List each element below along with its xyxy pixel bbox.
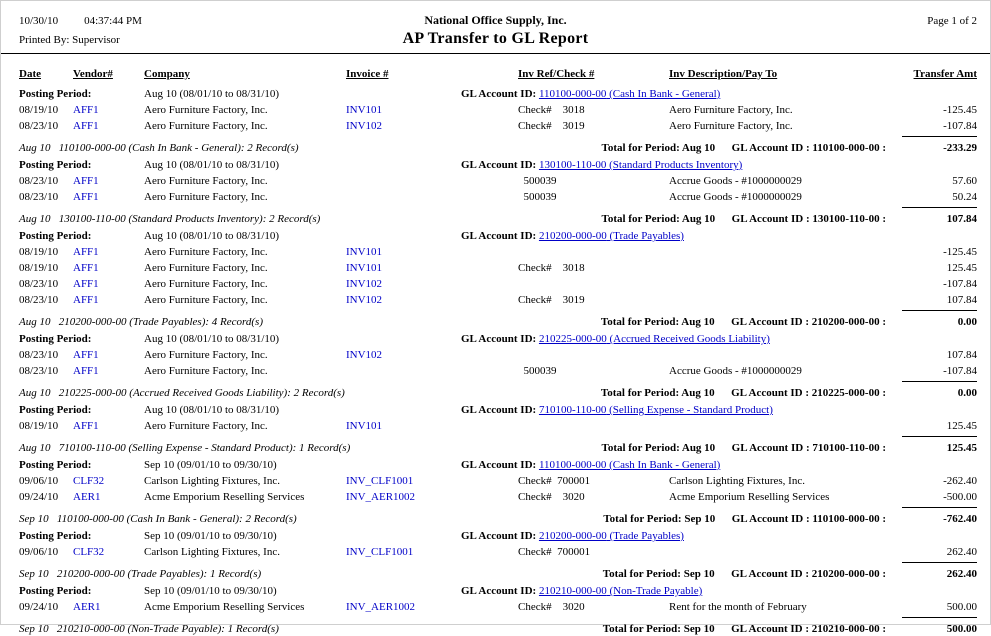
section-total-amount: 0.00 <box>902 310 977 329</box>
posting-period-label: Posting Period: <box>19 585 92 597</box>
vendor-id-link[interactable]: AFF1 <box>73 191 99 203</box>
gl-account-cell <box>461 157 977 173</box>
posting-period-label: Posting Period: <box>19 333 92 345</box>
section-total-label: Total for Period: Aug 10 GL Account ID : 210200-000-00 : <box>600 316 886 328</box>
detail-date: 08/19/10 <box>19 420 59 432</box>
section-summary-row <box>1 136 990 155</box>
vendor-id-link[interactable]: AFF1 <box>73 365 99 377</box>
posting-period-row <box>1 331 990 347</box>
header-center-2 <box>403 30 589 48</box>
vendor-id-link[interactable]: AFF1 <box>73 420 99 432</box>
detail-date: 09/06/10 <box>19 546 59 558</box>
section-total-amount: 125.45 <box>902 436 977 455</box>
gl-account-cell <box>461 457 977 473</box>
detail-row <box>1 118 990 134</box>
detail-date: 08/23/10 <box>19 175 59 187</box>
gl-account-label: GL Account ID: <box>461 530 539 542</box>
inv-description <box>669 418 906 434</box>
detail-date: 08/19/10 <box>19 104 59 116</box>
inv-description <box>669 347 906 363</box>
gl-account-cell <box>461 331 977 347</box>
gl-account-name-link[interactable]: (Non-Trade Payable) <box>606 585 703 597</box>
detail-row <box>1 473 990 489</box>
posting-period-value: Sep 10 (09/01/10 to 09/30/10) <box>144 530 277 542</box>
invoice-number-link[interactable]: INV_AER1002 <box>346 601 416 613</box>
section-total-label: Total for Period: Sep 10 GL Account ID : 210200-000-00 : <box>602 568 886 580</box>
header-left-1 <box>10 15 424 27</box>
transfer-amount: 262.40 <box>946 546 977 558</box>
inv-ref-check: Check# 3020 <box>518 491 585 503</box>
posting-period-row <box>1 228 990 244</box>
inv-ref-check: 500039 <box>518 175 557 187</box>
section-summary-row <box>1 207 990 226</box>
inv-ref-check <box>461 244 669 260</box>
gl-account-id-link[interactable]: 210210-000-00 <box>538 585 607 597</box>
vendor-id-link[interactable]: AFF1 <box>73 349 99 361</box>
inv-ref-check: Check# 3018 <box>518 262 585 274</box>
section-summary-text: Aug 10 110100-000-00 (Cash In Bank - General): 2 Record(s) <box>19 142 299 154</box>
posting-period-value: Sep 10 (09/01/10 to 09/30/10) <box>144 459 277 471</box>
inv-description: Accrue Goods - #1000000029 <box>669 365 802 377</box>
section-summary-text: Sep 10 110100-000-00 (Cash In Bank - General): 2 Record(s) <box>19 513 297 525</box>
transfer-amount: -262.40 <box>943 475 977 487</box>
detail-company: Aero Furniture Factory, Inc. <box>144 191 268 203</box>
gl-account-id-link[interactable]: 210200-000-00 <box>538 530 607 542</box>
gl-account-id-link[interactable]: 710100-110-00 <box>538 404 607 416</box>
posting-period-row <box>1 528 990 544</box>
gl-account-cell <box>461 228 977 244</box>
gl-account-id-link[interactable]: 110100-000-00 <box>538 88 607 100</box>
inv-description: Aero Furniture Factory, Inc. <box>669 104 793 116</box>
section-summary-text: Aug 10 710100-110-00 (Selling Expense - Standard Product): 1 Record(s) <box>19 442 351 454</box>
invoice-number-link[interactable]: INV_CLF1001 <box>346 546 414 558</box>
section-total-label: Total for Period: Aug 10 GL Account ID : 210225-000-00 : <box>600 387 886 399</box>
vendor-id-link[interactable]: AFF1 <box>73 120 99 132</box>
inv-ref-check: 500039 <box>518 365 557 377</box>
header-right-1 <box>567 15 981 27</box>
detail-company: Aero Furniture Factory, Inc. <box>144 365 268 377</box>
gl-account-cell <box>461 402 977 418</box>
detail-company: Carlson Lighting Fixtures, Inc. <box>144 475 280 487</box>
gl-account-cell <box>461 583 977 599</box>
transfer-amount: 107.84 <box>946 349 977 361</box>
section-summary-text: Aug 10 210200-000-00 (Trade Payables): 4 Record(s) <box>19 316 263 328</box>
detail-row <box>1 489 990 505</box>
section-summary-row <box>1 617 990 636</box>
section-summary-text: Aug 10 210225-000-00 (Accrued Received Goods Liability): 2 Record(s) <box>19 387 345 399</box>
transfer-amount: -125.45 <box>943 104 977 116</box>
inv-description: Carlson Lighting Fixtures, Inc. <box>669 475 805 487</box>
posting-period-value: Aug 10 (08/01/10 to 08/31/10) <box>144 333 280 345</box>
gl-account-name-link[interactable]: (Selling Expense - Standard Product) <box>606 404 773 416</box>
detail-company: Aero Furniture Factory, Inc. <box>144 262 268 274</box>
posting-period-label: Posting Period: <box>19 530 92 542</box>
invoice-number-link <box>346 363 461 379</box>
inv-description: Acme Emporium Reselling Services <box>669 491 830 503</box>
header-left-2 <box>10 34 403 46</box>
section-summary-row <box>1 507 990 526</box>
print-date: 10/30/10 <box>19 15 59 27</box>
detail-date: 09/24/10 <box>19 601 59 613</box>
detail-row <box>1 102 990 118</box>
col-header-company: Company <box>144 68 190 80</box>
printed-by: Printed By: Supervisor <box>19 34 120 46</box>
transfer-amount: -125.45 <box>943 246 977 258</box>
detail-date: 09/24/10 <box>19 491 59 503</box>
col-header-inv-description: Inv Description/Pay To <box>669 68 778 80</box>
detail-row <box>1 189 990 205</box>
gl-account-label: GL Account ID: <box>461 404 539 416</box>
section-total-amount: 500.00 <box>902 617 977 636</box>
posting-period-label: Posting Period: <box>19 459 92 471</box>
company-name: National Office Supply, Inc. <box>424 13 567 27</box>
print-time: 04:37:44 PM <box>84 15 142 27</box>
gl-account-name-link[interactable]: (Trade Payables) <box>606 230 684 242</box>
inv-description: Accrue Goods - #1000000029 <box>669 175 802 187</box>
detail-row <box>1 173 990 189</box>
detail-company: Aero Furniture Factory, Inc. <box>144 278 268 290</box>
posting-period-value: Aug 10 (08/01/10 to 08/31/10) <box>144 404 280 416</box>
detail-company: Aero Furniture Factory, Inc. <box>144 104 268 116</box>
detail-row <box>1 260 990 276</box>
transfer-amount: 107.84 <box>946 294 977 306</box>
transfer-amount: 125.45 <box>946 262 977 274</box>
transfer-amount: 500.00 <box>946 601 977 613</box>
posting-period-row <box>1 457 990 473</box>
invoice-number-link[interactable]: INV101 <box>346 420 383 432</box>
detail-date: 08/23/10 <box>19 365 59 377</box>
header-line-2 <box>10 30 981 48</box>
vendor-id-link[interactable]: AER1 <box>73 601 101 613</box>
posting-period-row <box>1 402 990 418</box>
gl-account-label: GL Account ID: <box>461 585 539 597</box>
inv-ref-check: Check# 3019 <box>518 120 585 132</box>
col-header-invoice: Invoice # <box>346 68 389 80</box>
gl-account-label: GL Account ID: <box>461 333 539 345</box>
posting-period-value: Aug 10 (08/01/10 to 08/31/10) <box>144 230 280 242</box>
detail-date: 08/23/10 <box>19 120 59 132</box>
inv-ref-check: Check# 700001 <box>518 546 591 558</box>
posting-period-label: Posting Period: <box>19 230 92 242</box>
section-total-label: Total for Period: Aug 10 GL Account ID : 710100-110-00 : <box>601 442 886 454</box>
report-body <box>1 86 990 636</box>
posting-period-value: Aug 10 (08/01/10 to 08/31/10) <box>144 159 280 171</box>
gl-account-name-link[interactable]: (Standard Products Inventory) <box>606 159 743 171</box>
gl-account-name-link[interactable]: (Accrued Received Goods Liability) <box>606 333 770 345</box>
invoice-number-link[interactable]: INV_AER1002 <box>346 491 416 503</box>
section-total-amount: -233.29 <box>902 136 977 155</box>
gl-account-label: GL Account ID: <box>461 230 539 242</box>
col-header-inv-ref-check: Inv Ref/Check # <box>518 68 595 80</box>
invoice-number-link <box>346 189 461 205</box>
detail-company: Acme Emporium Reselling Services <box>144 491 305 503</box>
gl-account-name-link[interactable]: (Cash In Bank - General) <box>606 88 721 100</box>
detail-row <box>1 292 990 308</box>
invoice-number-link[interactable]: INV_CLF1001 <box>346 475 414 487</box>
section-total-amount: 262.40 <box>902 562 977 581</box>
detail-row <box>1 276 990 292</box>
inv-ref-check <box>461 347 669 363</box>
section-summary-row <box>1 381 990 400</box>
detail-date: 08/19/10 <box>19 262 59 274</box>
vendor-id-link[interactable]: AFF1 <box>73 175 99 187</box>
gl-account-id-link[interactable]: 110100-000-00 <box>538 459 607 471</box>
inv-ref-check: Check# 700001 <box>518 475 591 487</box>
invoice-number-link[interactable]: INV101 <box>346 262 383 274</box>
inv-ref-check <box>461 418 669 434</box>
detail-company: Aero Furniture Factory, Inc. <box>144 349 268 361</box>
vendor-id-link[interactable]: AER1 <box>73 491 101 503</box>
detail-company: Aero Furniture Factory, Inc. <box>144 420 268 432</box>
inv-ref-check: Check# 3019 <box>518 294 585 306</box>
col-header-date: Date <box>19 68 41 80</box>
detail-date: 09/06/10 <box>19 475 59 487</box>
inv-ref-check: Check# 3018 <box>518 104 585 116</box>
section-total-label: Total for Period: Sep 10 GL Account ID : 210210-000-00 : <box>602 623 886 635</box>
gl-account-name-link[interactable]: (Cash In Bank - General) <box>606 459 721 471</box>
transfer-amount: -107.84 <box>943 120 977 132</box>
detail-date: 08/23/10 <box>19 349 59 361</box>
gl-account-label: GL Account ID: <box>461 459 539 471</box>
section-total-label: Total for Period: Sep 10 GL Account ID : 110100-000-00 : <box>603 513 886 525</box>
section-total-amount: 107.84 <box>902 207 977 226</box>
posting-period-label: Posting Period: <box>19 404 92 416</box>
detail-row <box>1 418 990 434</box>
inv-description <box>669 292 906 308</box>
section-summary-row <box>1 436 990 455</box>
report-header <box>1 1 990 54</box>
detail-company: Acme Emporium Reselling Services <box>144 601 305 613</box>
section-total-label: Total for Period: Aug 10 GL Account ID : 110100-000-00 : <box>601 142 886 154</box>
section-summary-text: Sep 10 210200-000-00 (Trade Payables): 1 Record(s) <box>19 568 262 580</box>
inv-description <box>669 544 906 560</box>
transfer-amount: -107.84 <box>943 365 977 377</box>
inv-description: Rent for the month of February <box>669 601 807 613</box>
detail-company: Aero Furniture Factory, Inc. <box>144 246 268 258</box>
inv-description: Aero Furniture Factory, Inc. <box>669 120 793 132</box>
posting-period-row <box>1 157 990 173</box>
gl-account-label: GL Account ID: <box>461 159 539 171</box>
column-header-row <box>1 66 990 83</box>
vendor-id-link[interactable]: AFF1 <box>73 104 99 116</box>
detail-row <box>1 599 990 615</box>
detail-company: Carlson Lighting Fixtures, Inc. <box>144 546 280 558</box>
gl-account-id-link[interactable]: 210200-000-00 <box>538 230 607 242</box>
detail-date: 08/23/10 <box>19 278 59 290</box>
gl-account-cell <box>461 86 977 102</box>
section-summary-row <box>1 562 990 581</box>
inv-ref-check: Check# 3020 <box>518 601 585 613</box>
inv-ref-check <box>461 276 669 292</box>
invoice-number-link[interactable]: INV102 <box>346 120 383 132</box>
transfer-amount: -107.84 <box>943 278 977 290</box>
transfer-amount: 50.24 <box>952 191 977 203</box>
invoice-number-link[interactable]: INV102 <box>346 278 383 290</box>
detail-row <box>1 244 990 260</box>
section-summary-row <box>1 310 990 329</box>
section-summary-text: Sep 10 210210-000-00 (Non-Trade Payable): 1 Record(s) <box>19 623 279 635</box>
posting-period-value: Sep 10 (09/01/10 to 09/30/10) <box>144 585 277 597</box>
header-line-1 <box>10 13 981 28</box>
detail-company: Aero Furniture Factory, Inc. <box>144 120 268 132</box>
transfer-amount: -500.00 <box>943 491 977 503</box>
col-header-transfer-amt: Transfer Amt <box>913 68 977 80</box>
inv-ref-check: 500039 <box>518 191 557 203</box>
detail-company: Aero Furniture Factory, Inc. <box>144 175 268 187</box>
detail-row <box>1 544 990 560</box>
invoice-number-link[interactable]: INV102 <box>346 294 383 306</box>
page-indicator: Page 1 of 2 <box>927 15 977 27</box>
detail-date: 08/23/10 <box>19 191 59 203</box>
detail-date: 08/23/10 <box>19 294 59 306</box>
inv-description: Accrue Goods - #1000000029 <box>669 191 802 203</box>
vendor-id-link[interactable]: AFF1 <box>73 246 99 258</box>
invoice-number-link[interactable]: INV102 <box>346 349 383 361</box>
inv-description <box>669 260 906 276</box>
transfer-amount: 57.60 <box>952 175 977 187</box>
detail-company: Aero Furniture Factory, Inc. <box>144 294 268 306</box>
vendor-id-link[interactable]: AFF1 <box>73 262 99 274</box>
posting-period-value: Aug 10 (08/01/10 to 08/31/10) <box>144 88 280 100</box>
invoice-number-link[interactable]: INV101 <box>346 246 383 258</box>
posting-period-label: Posting Period: <box>19 159 92 171</box>
invoice-number-link <box>346 173 461 189</box>
vendor-id-link[interactable]: CLF32 <box>73 546 105 558</box>
vendor-id-link[interactable]: AFF1 <box>73 278 99 290</box>
inv-description <box>669 276 906 292</box>
posting-period-row <box>1 86 990 102</box>
inv-description <box>669 244 906 260</box>
gl-account-name-link[interactable]: (Trade Payables) <box>606 530 684 542</box>
posting-period-row <box>1 583 990 599</box>
gl-account-id-link[interactable]: 130100-110-00 <box>538 159 607 171</box>
vendor-id-link[interactable]: AFF1 <box>73 294 99 306</box>
detail-row <box>1 363 990 379</box>
section-summary-text: Aug 10 130100-110-00 (Standard Products Inventory): 2 Record(s) <box>19 213 321 225</box>
detail-date: 08/19/10 <box>19 246 59 258</box>
transfer-amount: 125.45 <box>946 420 977 432</box>
header-center-1 <box>424 13 566 28</box>
section-total-label: Total for Period: Aug 10 GL Account ID : 130100-110-00 : <box>601 213 886 225</box>
invoice-number-link[interactable]: INV101 <box>346 104 383 116</box>
section-total-amount: -762.40 <box>902 507 977 526</box>
vendor-id-link[interactable]: CLF32 <box>73 475 105 487</box>
posting-period-label: Posting Period: <box>19 88 92 100</box>
col-header-vendor: Vendor# <box>73 68 113 80</box>
gl-account-cell <box>461 528 977 544</box>
gl-account-id-link[interactable]: 210225-000-00 <box>538 333 607 345</box>
detail-row <box>1 347 990 363</box>
report-title: AP Transfer to GL Report <box>402 30 589 47</box>
gl-account-label: GL Account ID: <box>461 88 539 100</box>
section-total-amount: 0.00 <box>902 381 977 400</box>
